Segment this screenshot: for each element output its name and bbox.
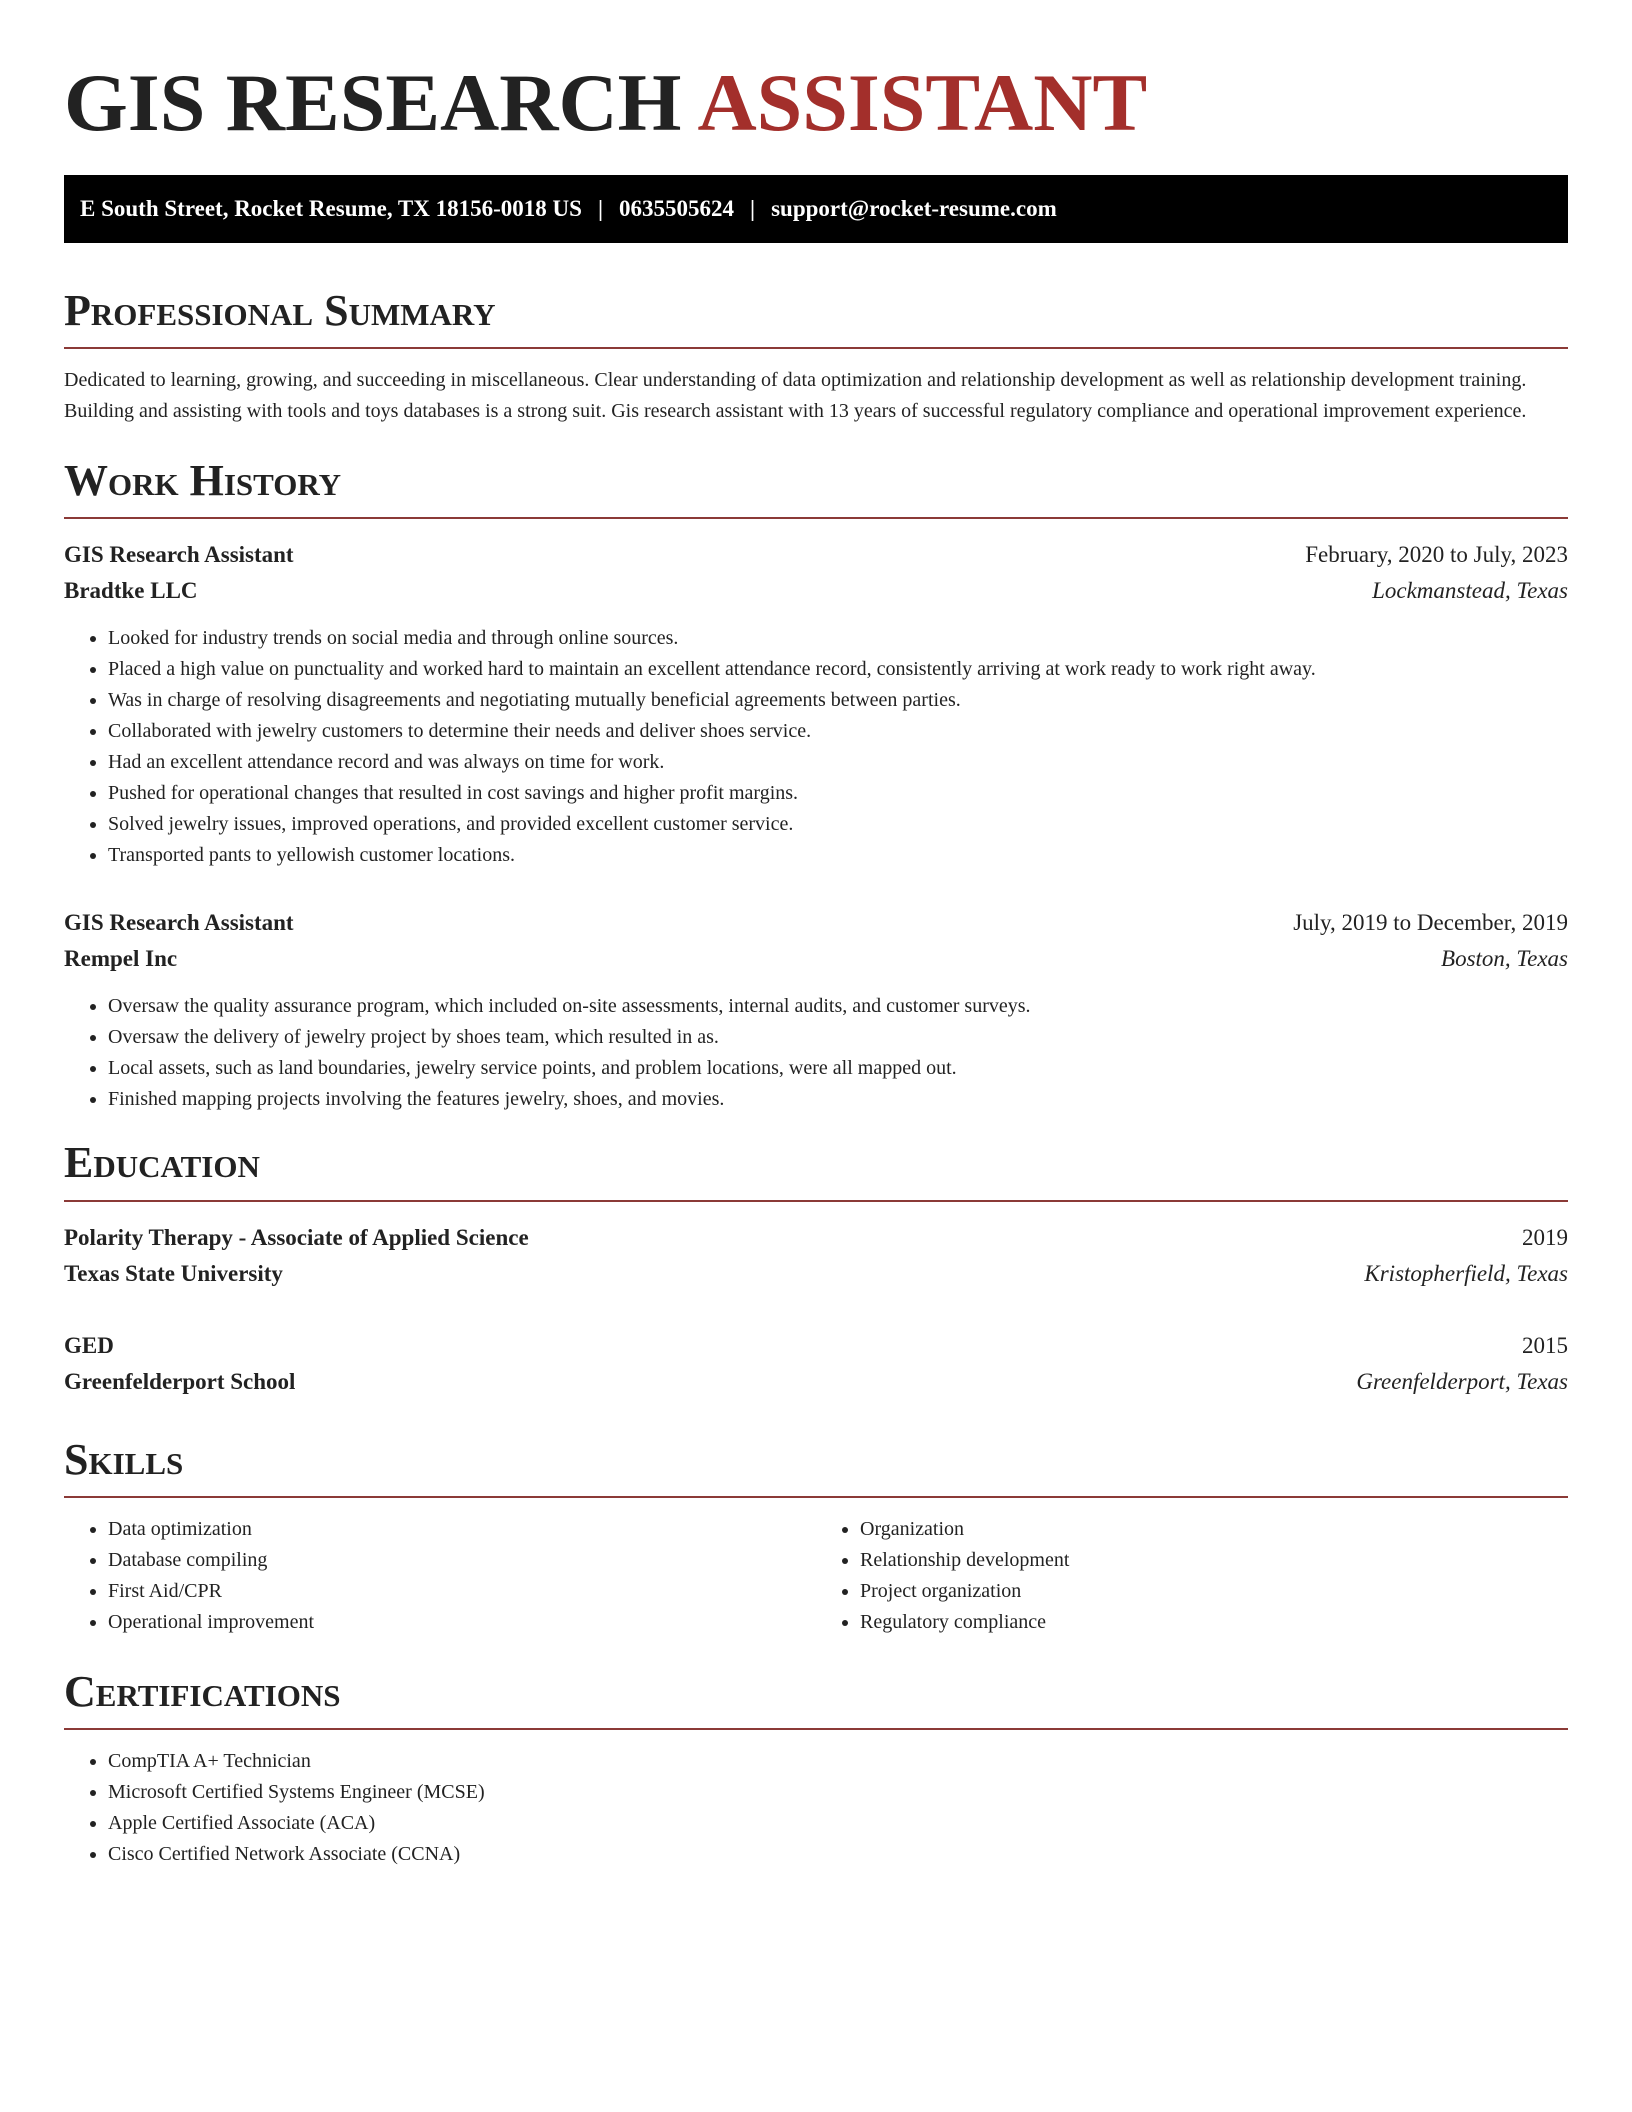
job-entry [64, 905, 1568, 1115]
list-item: • Data optimization [108, 1514, 816, 1545]
list-item: • Was in charge of resolving disagreements and negotiating mutually beneficial agreements between parties. [108, 685, 1568, 716]
summary-text: Dedicated to learning, growing, and succeeding in miscellaneous. Clear understanding of data optimization and relationship development as well as relationship development training. Building and assisting with tools and toys databases is a strong suit. Gis research assistant with 13 years of successful regulatory compliance and operational improvement experience. [64, 368, 1527, 422]
section-heading: Work History [64, 457, 1568, 519]
work-history-section [64, 457, 1568, 1115]
contact-address: E South Street, Rocket Resume, TX 18156-0018 US [80, 195, 582, 221]
job-title: GIS Research Assistant [64, 910, 294, 936]
education-section [64, 1139, 1568, 1399]
list-item: • Database compiling [108, 1545, 816, 1576]
section-heading: Certifications [64, 1668, 1568, 1730]
list-item: • Placed a high value on punctuality and worked hard to maintain an excellent attendance record, consistently arriving at work ready to work right away. [108, 654, 1568, 685]
title-part-2: ASSISTANT [697, 57, 1148, 148]
education-entry [64, 1220, 1568, 1292]
list-item: • Oversaw the delivery of jewelry project by shoes team, which resulted in as. [108, 1022, 1568, 1053]
list-item: • Solved jewelry issues, improved operations, and provided excellent customer service. [108, 809, 1568, 840]
education-degree: GED [64, 1332, 114, 1358]
section-heading: Education [64, 1139, 1568, 1201]
list-item: • Project organization [860, 1576, 1568, 1607]
list-item: • Cisco Certified Network Associate (CCNA) [108, 1839, 1568, 1870]
list-item: • Collaborated with jewelry customers to determine their needs and deliver shoes service. [108, 716, 1568, 747]
skills-list-right [816, 1514, 1568, 1638]
skills-section [64, 1436, 1568, 1638]
list-item: • Looked for industry trends on social media and through online sources. [108, 623, 1568, 654]
job-location: Lockmanstead, Texas [1372, 578, 1568, 604]
contact-bar [64, 175, 1568, 243]
education-school: Greenfelderport School [64, 1368, 296, 1394]
certifications-list [64, 1746, 1568, 1870]
list-item: • Operational improvement [108, 1607, 816, 1638]
education-year: 2019 [1522, 1224, 1568, 1250]
education-degree: Polarity Therapy - Associate of Applied Science [64, 1224, 529, 1250]
job-dates: July, 2019 to December, 2019 [1293, 910, 1568, 936]
list-item: • First Aid/CPR [108, 1576, 816, 1607]
list-item: • Oversaw the quality assurance program, which included on-site assessments, internal audits, and customer surveys. [108, 991, 1568, 1022]
education-location: Greenfelderport, Texas [1356, 1368, 1568, 1394]
contact-separator: | [750, 195, 756, 221]
contact-email: support@rocket-resume.com [771, 195, 1057, 221]
education-school: Texas State University [64, 1260, 283, 1286]
job-company: Bradtke LLC [64, 578, 198, 604]
list-item: • Relationship development [860, 1545, 1568, 1576]
education-entry [64, 1328, 1568, 1400]
certifications-section [64, 1668, 1568, 1870]
list-item: • Apple Certified Associate (ACA) [108, 1808, 1568, 1839]
section-heading: Professional Summary [64, 287, 1568, 349]
contact-separator: | [597, 195, 604, 221]
title-part-1: GIS RESEARCH [64, 57, 682, 148]
job-title: GIS Research Assistant [64, 542, 294, 568]
job-entry [64, 537, 1568, 871]
education-location: Kristopherfield, Texas [1364, 1260, 1568, 1286]
job-bullets [64, 991, 1568, 1115]
list-item: • Pushed for operational changes that resulted in cost savings and higher profit margins. [108, 778, 1568, 809]
skills-list-left [64, 1514, 816, 1638]
list-item: • Had an excellent attendance record and was always on time for work. [108, 747, 1568, 778]
education-year: 2015 [1522, 1332, 1568, 1358]
summary-section [64, 287, 1568, 427]
list-item: • Local assets, such as land boundaries, jewelry service points, and problem locations, were all mapped out. [108, 1053, 1568, 1084]
list-item: • Microsoft Certified Systems Engineer (MCSE) [108, 1777, 1568, 1808]
list-item: • Transported pants to yellowish customer locations. [108, 840, 1568, 871]
job-dates: February, 2020 to July, 2023 [1305, 542, 1568, 568]
section-heading: Skills [64, 1436, 1568, 1498]
job-company: Rempel Inc [64, 946, 178, 972]
job-bullets [64, 623, 1568, 871]
contact-phone: 0635505624 [619, 195, 735, 221]
list-item: • Regulatory compliance [860, 1607, 1568, 1638]
list-item: • CompTIA A+ Technician [108, 1746, 1568, 1777]
list-item: • Finished mapping projects involving the features jewelry, shoes, and movies. [108, 1084, 1568, 1115]
job-location: Boston, Texas [1441, 946, 1568, 972]
resume-title [64, 52, 1568, 155]
list-item: • Organization [860, 1514, 1568, 1545]
